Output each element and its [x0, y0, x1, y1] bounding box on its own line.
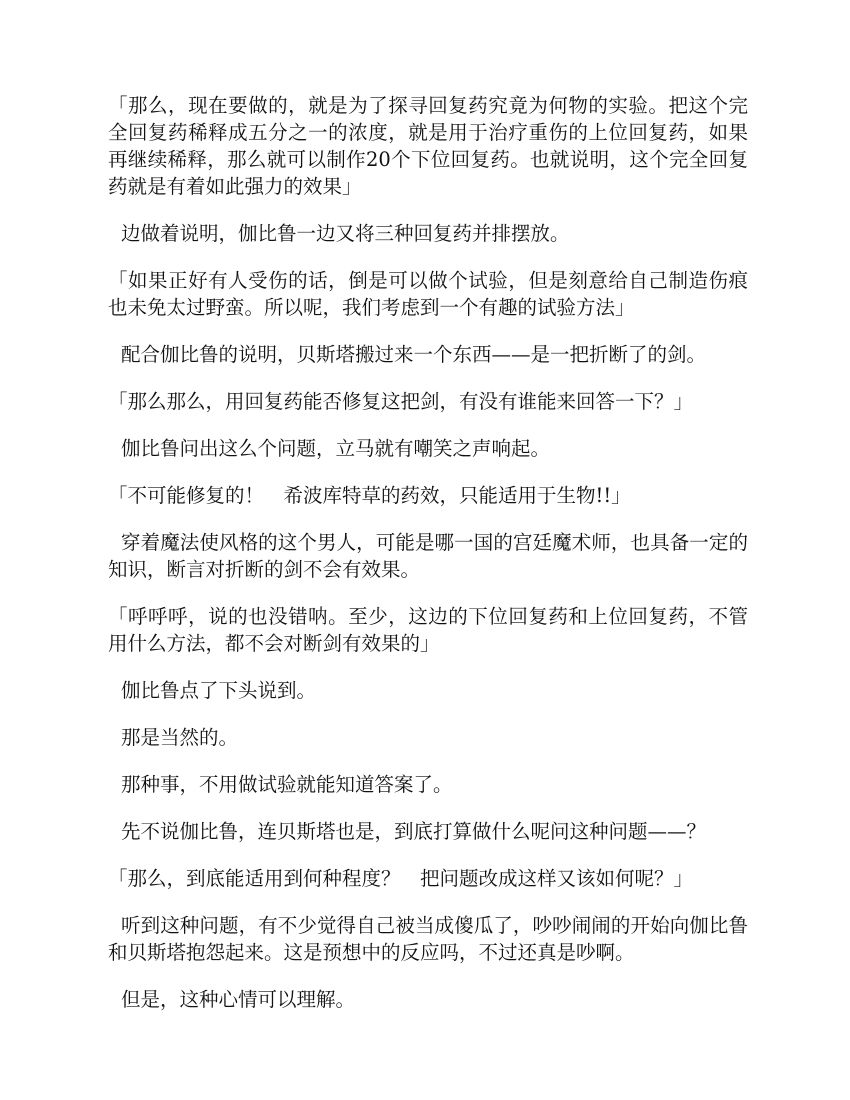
- narration-paragraph: 先不说伽比鲁，连贝斯塔也是，到底打算做什么呢问这种问题——？: [121, 820, 707, 843]
- narration-paragraph: 边做着说明，伽比鲁一边又将三种回复药并排摆放。: [121, 222, 570, 245]
- dialog-paragraph: 「那么，到底能适用到何种程度？ 把问题改成这样又该如何呢？」: [108, 867, 694, 890]
- narration-paragraph: 听到这种问题，有不少觉得自己被当成傻瓜了，吵吵闹闹的开始向伽比鲁和贝斯塔抱怨起来。这是预想中的反应吗，不过还真是吵啊。: [108, 914, 748, 964]
- narration-paragraph: 但是，这种心情可以理解。: [121, 988, 356, 1011]
- narration-paragraph: 伽比鲁点了下头说到。: [121, 679, 317, 702]
- dialog-paragraph: 「那么，现在要做的，就是为了探寻回复药究竟为何物的实验。把这个完全回复药稀释成五分之一的浓度，就是用于治疗重伤的上位回复药，如果再继续稀释，那么就可以制作20个下位回复药。也就说明，这个完全回复药就是有着如此强力的效果」: [108, 94, 748, 198]
- dialog-paragraph: 「不可能修复的！ 希波库特草的药效，只能适用于生物!!」: [108, 484, 631, 507]
- narration-paragraph: 穿着魔法使风格的这个男人，可能是哪一国的宫廷魔术师，也具备一定的知识，断言对折断的剑不会有效果。: [108, 531, 748, 581]
- narration-paragraph: 配合伽比鲁的说明，贝斯塔搬过来一个东西——是一把折断了的剑。: [121, 343, 707, 366]
- narration-paragraph: 那种事，不用做试验就能知道答案了。: [121, 773, 453, 796]
- narration-paragraph: 那是当然的。: [121, 726, 239, 749]
- document-page: [108, 92, 748, 1033]
- dialog-paragraph: 「那么那么，用回复药能否修复这把剑，有没有谁能来回答一下？」: [108, 390, 694, 413]
- narration-paragraph: 伽比鲁问出这么个问题，立马就有嘲笑之声响起。: [121, 437, 551, 460]
- dialog-paragraph: 「呼呼呼，说的也没错呐。至少，这边的下位回复药和上位回复药，不管用什么方法，都不会对断剑有效果的」: [108, 605, 748, 655]
- dialog-paragraph: 「如果正好有人受伤的话，倒是可以做个试验，但是刻意给自己制造伤痕也未免太过野蛮。所以呢，我们考虑到一个有趣的试验方法」: [108, 269, 748, 319]
